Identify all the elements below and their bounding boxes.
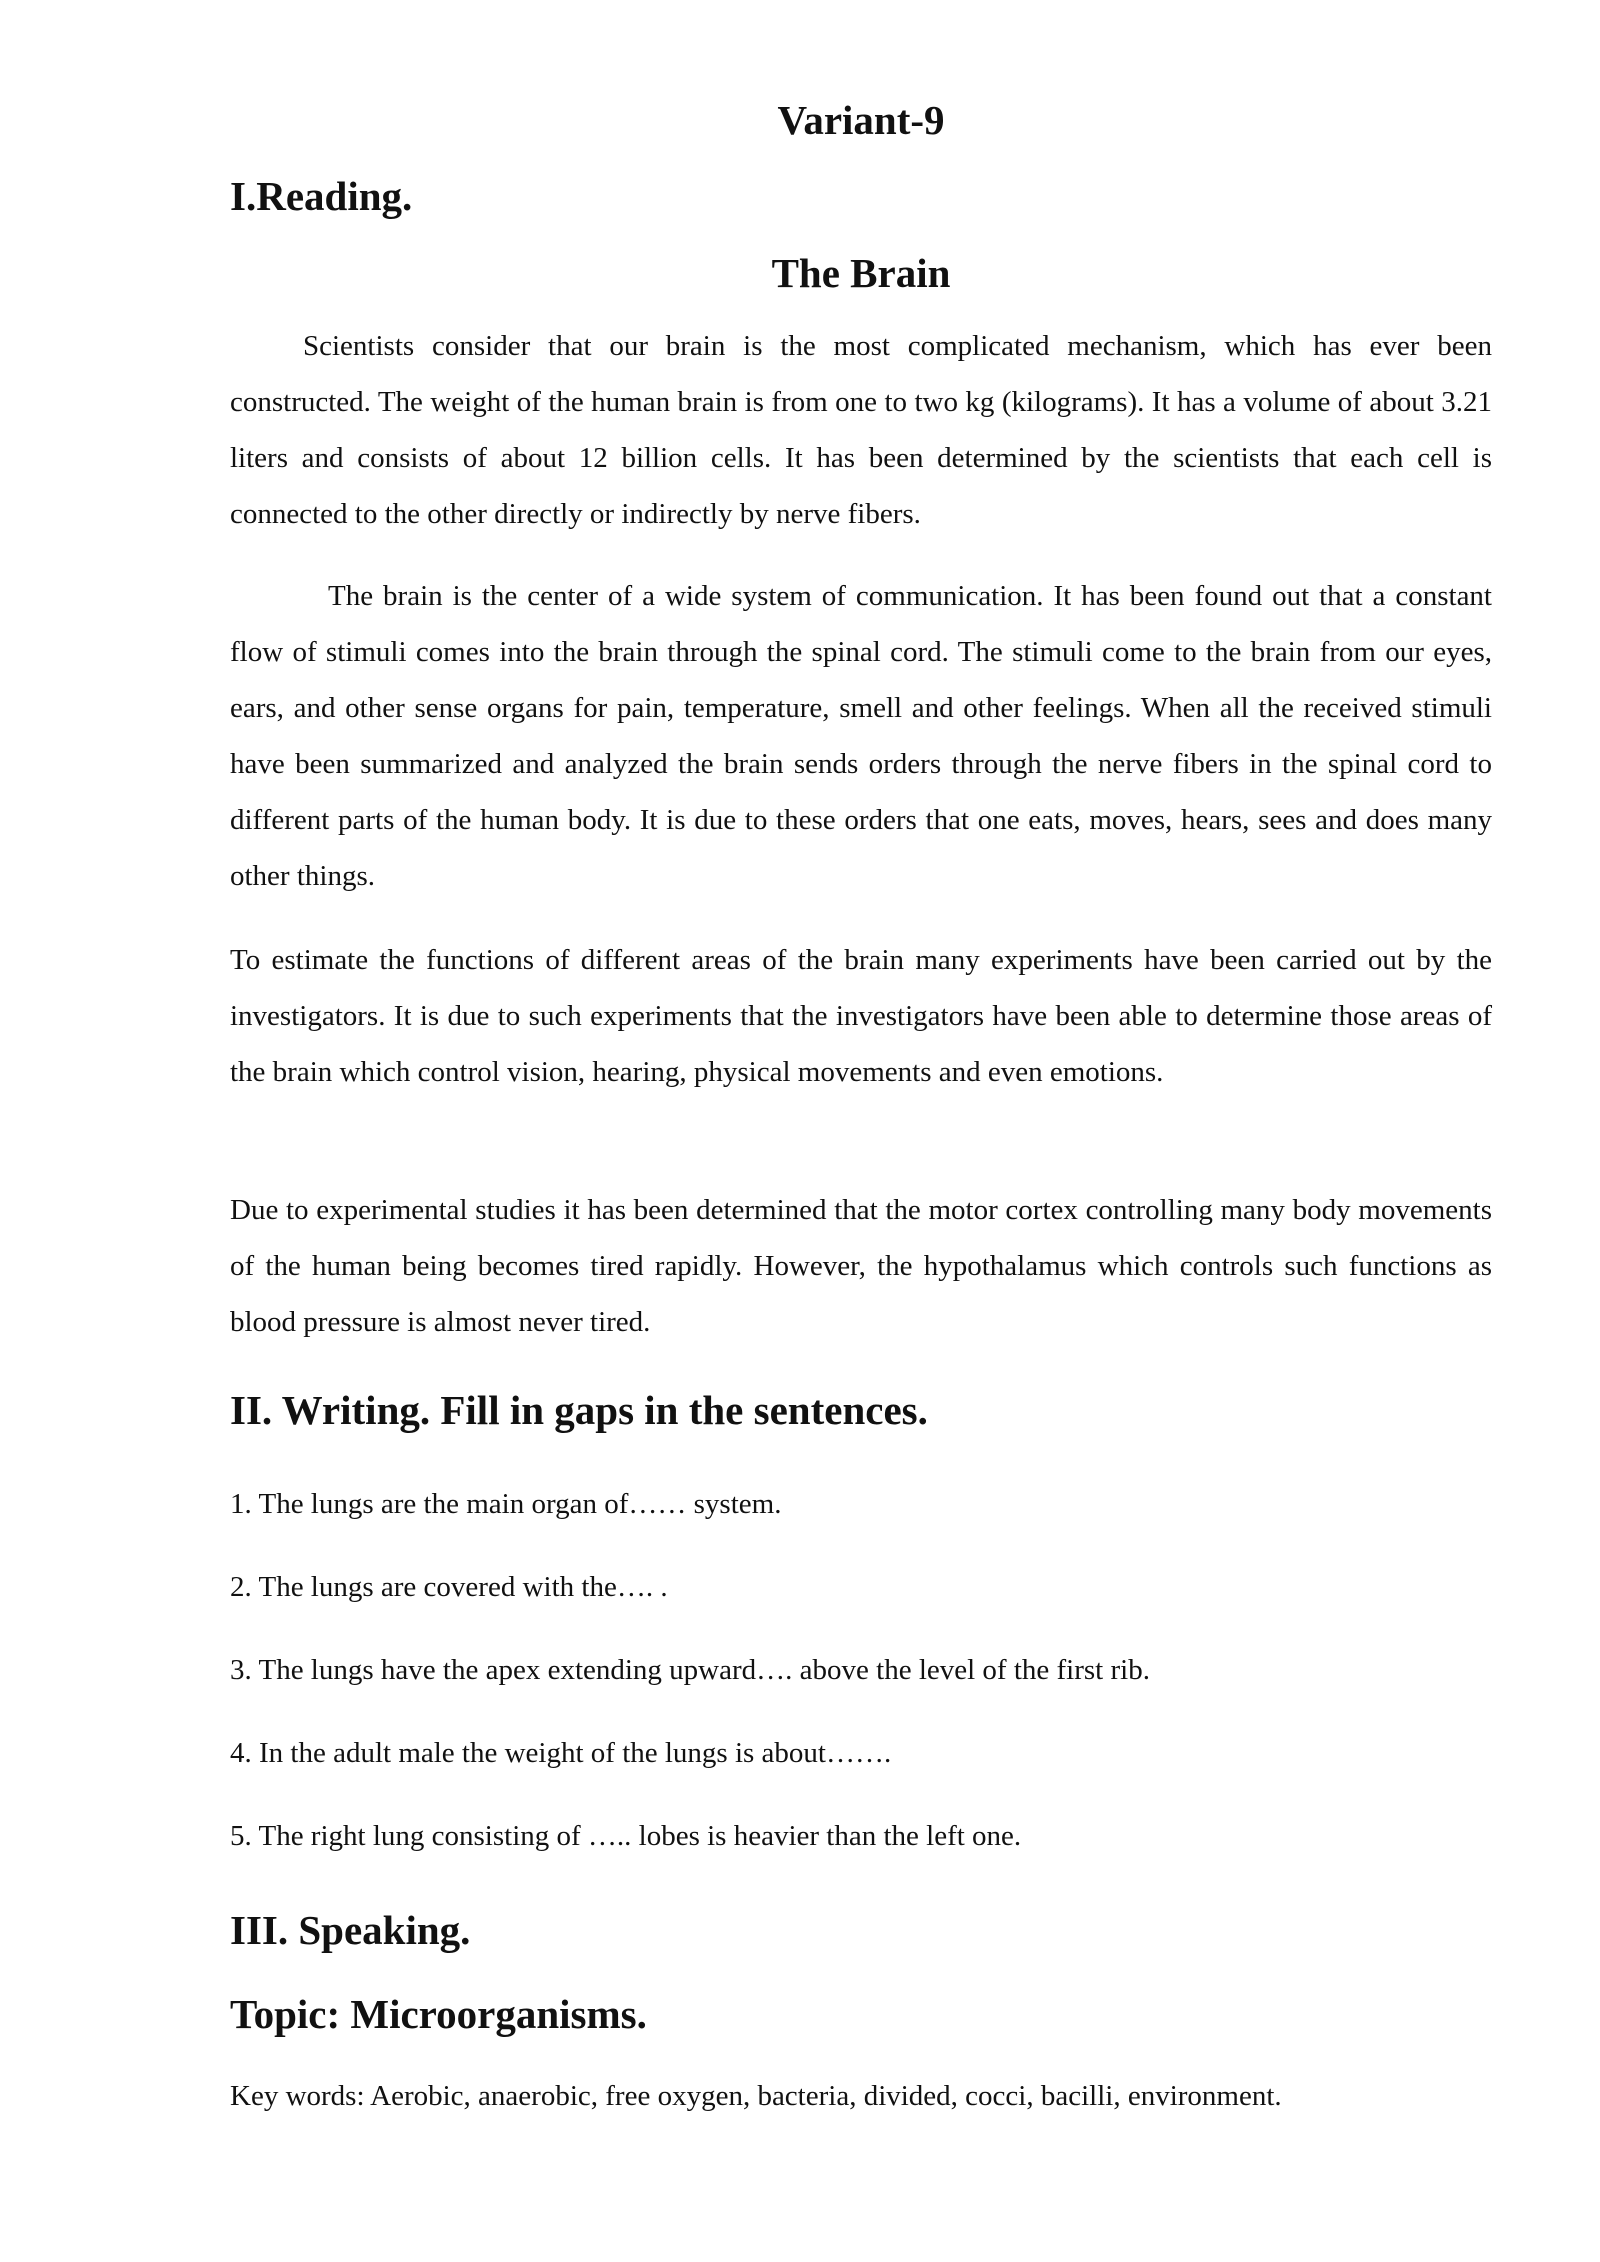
reading-paragraph-4: Due to experimental studies it has been determined that the motor cortex controlling many body movements of the human being becomes tired rapidly. However, the hypothalamus which controls such functions as blood pressure is almost never tired. (230, 1194, 1492, 1338)
variant-title: Variant-9 (777, 97, 945, 143)
reading-paragraph-3: To estimate the functions of different areas of the brain many experiments have been carried out by the investigators. It is due to such experiments that the investigators have been able to determine those areas of the brain which control vision, hearing, physical movements and even emotions. (230, 944, 1492, 1088)
speaking-heading: III. Speaking. (230, 1907, 471, 1953)
gap-sentence-5: 5. The right lung consisting of ….. lobes is heavier than the left one. (230, 1820, 1022, 1852)
gap-sentence-1: 1. The lungs are the main organ of…… system. (230, 1488, 782, 1520)
speaking-keywords: Key words: Aerobic, anaerobic, free oxygen, bacteria, divided, cocci, bacilli, environment. (230, 2080, 1282, 2112)
gap-sentence-list (230, 1476, 1492, 1891)
gap-sentence-3: 3. The lungs have the apex extending upward…. above the level of the first rib. (230, 1654, 1150, 1686)
reading-paragraph-1: Scientists consider that our brain is the most complicated mechanism, which has ever been constructed. The weight of the human brain is from one to two kg (kilograms). It has a volume of about 3.21 liters and consists of about 12 billion cells. It has been determined by the scientists that each cell is connected to the other directly or indirectly by nerve fibers. (230, 330, 1492, 530)
gap-sentence-4: 4. In the adult male the weight of the lungs is about……. (230, 1737, 892, 1769)
speaking-topic: Topic: Microorganisms. (230, 1991, 647, 2037)
reading-paragraph-2: The brain is the center of a wide system of communication. It has been found out that a constant flow of stimuli comes into the brain through the spinal cord. The stimuli come to the brain from our eyes, ears, and other sense organs for pain, temperature, smell and other feelings. When all the received stimuli have been summarized and analyzed the brain sends orders through the nerve fibers in the spinal cord to different parts of the human body. It is due to these orders that one eats, moves, hears, sees and does many other things. (230, 580, 1492, 892)
writing-heading: II. Writing. Fill in gaps in the sentences. (230, 1387, 928, 1433)
gap-sentence-2: 2. The lungs are covered with the…. . (230, 1571, 668, 1603)
reading-heading: I.Reading. (230, 173, 413, 219)
reading-text-title: The Brain (771, 250, 951, 296)
